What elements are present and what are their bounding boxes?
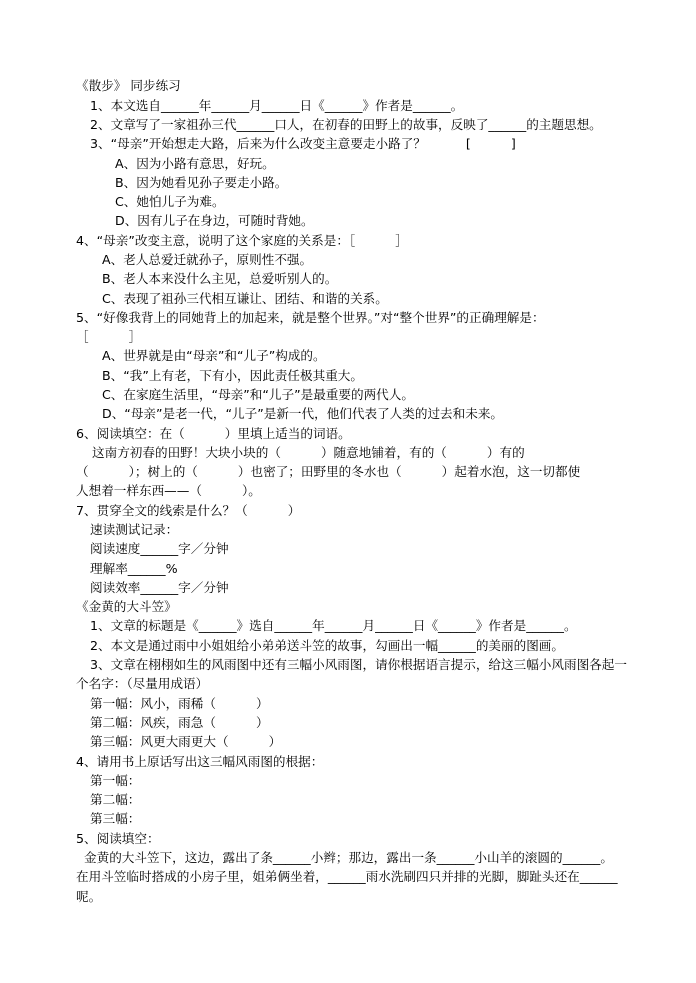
section2-question-5-passage-line-2: 在用斗笠临时搭成的小房子里，姐弟俩坐着，______雨水洗刷四只并排的光脚，脚趾头还在______ xyxy=(76,869,618,884)
section2-question-4-frame-2: 第二幅： xyxy=(90,792,141,807)
question-6-passage-line-1: 这南方初春的田野！大块小块的（ ）随意地铺着，有的（ ）有的 xyxy=(76,445,525,460)
question-3-option-a: A、因为小路有意思，好玩。 xyxy=(115,156,275,171)
speed-test-title: 速读测试记录： xyxy=(90,522,179,537)
question-4-option-a: A、老人总爱迁就孙子，原则性不强。 xyxy=(102,252,313,267)
section2-question-3-line-2: 个名字：（尽量用成语） xyxy=(76,676,209,691)
question-4-option-c: C、表现了祖孙三代相互谦让、团结、和谐的关系。 xyxy=(102,291,388,306)
question-3-option-c: C、她怕儿子为难。 xyxy=(115,194,225,209)
section2-question-5-passage-line-3: 呢。 xyxy=(76,889,102,904)
section2-question-4: 4、请用书上原话写出这三幅风雨图的根据： xyxy=(76,754,324,769)
section2-question-3-frame-3: 第三幅：风更大雨更大（ ） xyxy=(90,734,282,749)
comprehension-rate: 理解率______% xyxy=(90,561,178,576)
question-5-option-c: C、在家庭生活里，“母亲”和“儿子”是最重要的两代人。 xyxy=(102,387,414,402)
section2-question-1: 1、文章的标题是《______》选自______年______月______日《______》作者是______。 xyxy=(90,618,577,633)
reading-speed: 阅读速度______字／分钟 xyxy=(90,541,229,556)
question-6: 6、阅读填空：在（ ）里填上适当的词语。 xyxy=(76,426,351,441)
question-6-passage-line-2: （ ）；树上的（ ）也密了；田野里的冬水也（ ）起着水泡，这一切都使 xyxy=(76,464,581,479)
question-2: 2、文章写了一家祖孙三代______口人，在初春的田野上的故事，反映了______的主题思想。 xyxy=(90,117,602,132)
question-3-option-d: D、因有儿子在身边，可随时背她。 xyxy=(115,213,314,228)
question-5: 5、“好像我背上的同她背上的加起来，就是整个世界。”对“整个世界”的正确理解是： xyxy=(76,310,545,325)
question-4: 4、“母亲”改变主意，说明了这个家庭的关系是：［ ］ xyxy=(76,233,408,248)
section2-question-4-frame-3: 第三幅： xyxy=(90,811,141,826)
section-title-golden-hat: 《金黄的大斗笠》 xyxy=(76,599,177,614)
section2-question-3-frame-2: 第二幅：风疾，雨急（ ） xyxy=(90,715,269,730)
question-5-bracket: ［ ］ xyxy=(76,329,142,344)
section2-question-2: 2、本文是通过雨中小姐姐给小弟弟送斗笠的故事，勾画出一幅______的美丽的图画。 xyxy=(90,638,564,653)
question-1: 1、本文选自______年______月______日《______》作者是______。 xyxy=(90,98,464,113)
question-6-passage-line-3: 人想着一样东西——（ ）。 xyxy=(76,483,261,498)
question-5-option-b: B、“我”上有老，下有小，因此责任极其重大。 xyxy=(102,368,363,383)
section2-question-5: 5、阅读填空： xyxy=(76,831,160,846)
section2-question-3-frame-1: 第一幅：风小，雨稀（ ） xyxy=(90,696,269,711)
section2-question-4-frame-1: 第一幅： xyxy=(90,773,141,788)
question-7: 7、贯穿全文的线索是什么？（ ） xyxy=(76,503,301,518)
section2-question-5-passage-line-1: 金黄的大斗笠下，这边，露出了条______小辫；那边，露出一条______小山羊的滚圆的______。 xyxy=(76,850,613,865)
question-4-option-b: B、老人本来没什么主见，总爱听别人的。 xyxy=(102,271,338,286)
question-5-option-d: D、“母亲”是老一代，“儿子”是新一代，他们代表了人类的过去和未来。 xyxy=(102,406,504,421)
question-3-option-b: B、因为她看见孙子要走小路。 xyxy=(115,175,288,190)
question-5-option-a: A、世界就是由“母亲”和“儿子”构成的。 xyxy=(102,348,326,363)
section2-question-3-line-1: 3、文章在栩栩如生的风雨图中还有三幅小风雨图，请你根据语言提示，给这三幅小风雨图各起一 xyxy=(90,657,627,672)
reading-efficiency: 阅读效率______字／分钟 xyxy=(90,580,229,595)
section-title-sanbu: 《散步》 同步练习 xyxy=(76,78,181,93)
question-3: 3、“母亲”开始想走大路，后来为什么改变主意要走小路了？ [ ] xyxy=(90,136,516,151)
